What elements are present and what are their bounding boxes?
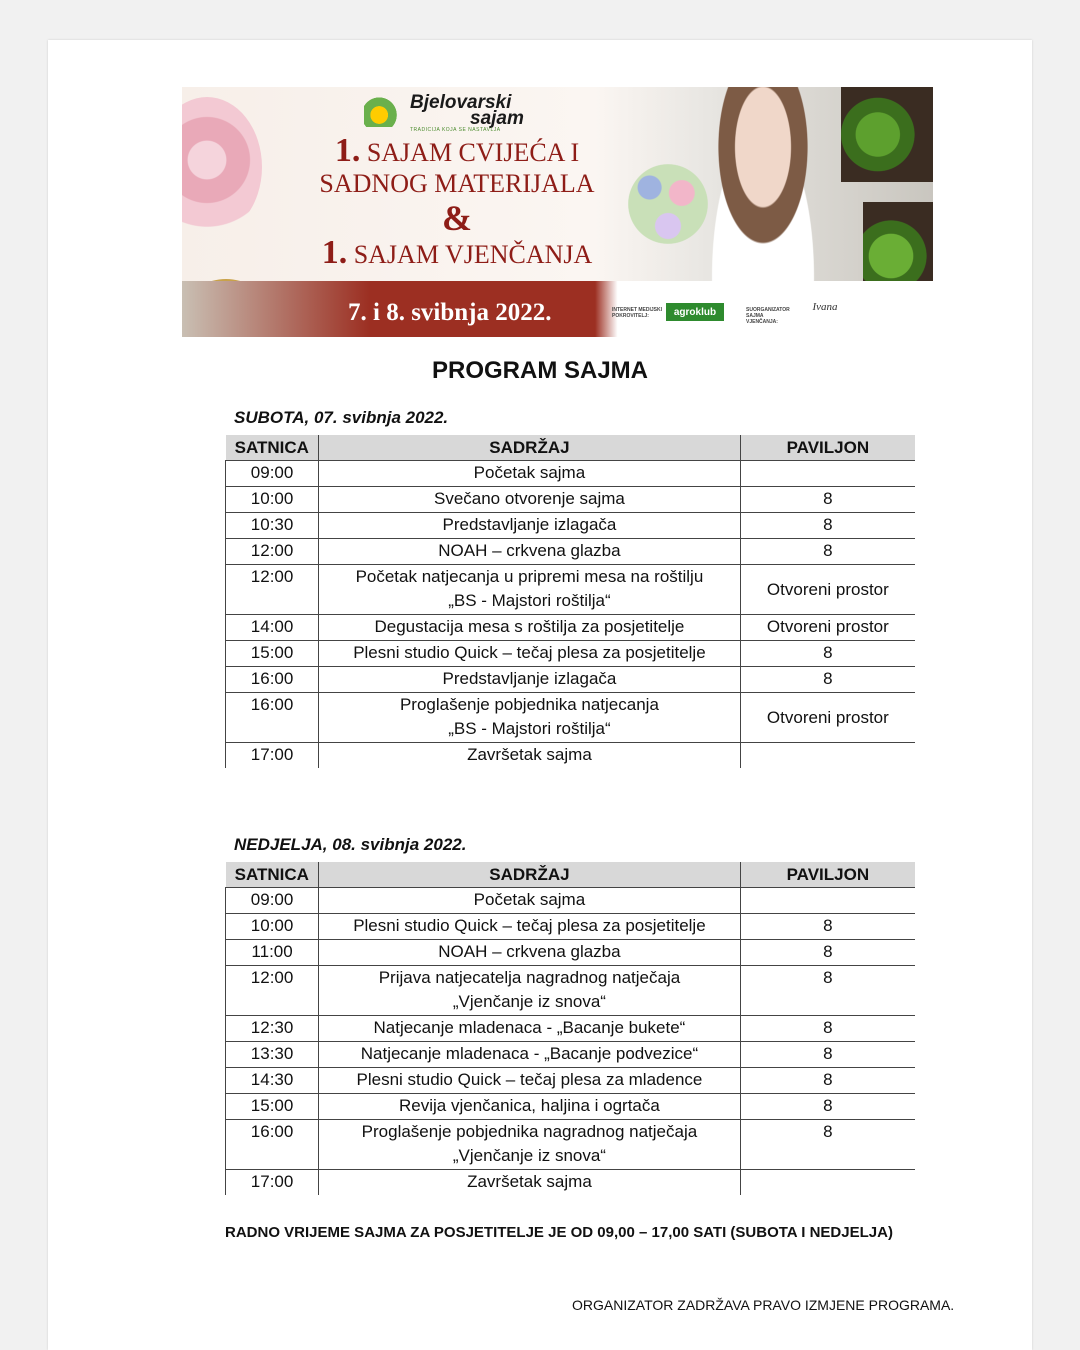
cell-pavilion: 8 [740,914,915,940]
cell-content [319,539,741,565]
logo-line1: Bjelovarski [410,92,512,113]
table-row [226,1170,916,1196]
cell-pavilion: Otvoreni prostor [740,565,915,615]
title-num: 1. [334,132,361,169]
content-line2: „BS - Majstori roštilja“ [448,719,611,738]
day1-title: SUBOTA, 07. svibnja 2022. [234,408,449,427]
cell-content [319,487,741,513]
table-row [226,667,916,693]
cell-time: 10:30 [226,513,319,539]
table-row [226,487,916,513]
table-header-row [226,435,916,461]
day1-schedule-table [225,435,915,768]
content-line1: Degustacija mesa s roštilja za posjetitelje [374,617,685,636]
cell-content [319,940,741,966]
bjelovarski-sajam-logo [364,92,564,133]
content-line2: „Vjenčanje iz snova“ [452,992,606,1011]
cell-content [319,513,741,539]
sponsor1-label: INTERNET MEDIJSKI POKROVITELJ: [612,307,663,319]
cell-content [319,565,741,615]
cell-content [319,641,741,667]
content-line1: NOAH – crkvena glazba [438,541,621,560]
cell-content [319,461,741,487]
header-content: SADRŽAJ [319,862,741,888]
cell-pavilion: 8 [740,1094,915,1120]
cell-time: 17:00 [226,743,319,769]
banner-title [292,132,622,271]
cell-time: 13:30 [226,1042,319,1068]
opening-hours-note: RADNO VRIJEME SAJMA ZA POSJETITELJE JE OD 09,00 – 17,00 SATI (SUBOTA I NEDJELJA) [225,1224,893,1241]
cell-time: 12:00 [226,539,319,565]
cell-pavilion: 8 [740,539,915,565]
header-time: SATNICA [226,435,319,461]
table-row [226,966,916,1016]
table-row [226,1042,916,1068]
cell-time: 16:00 [226,693,319,743]
content-line1: Početak natjecanja u pripremi mesa na roštilju [355,567,704,586]
table-row [226,615,916,641]
cell-time: 16:00 [226,1120,319,1170]
cell-content [319,914,741,940]
cell-time: 09:00 [226,461,319,487]
day2-title: NEDJELJA, 08. svibnja 2022. [234,835,467,854]
table-row [226,1094,916,1120]
cell-content [319,888,741,914]
cell-time: 15:00 [226,1094,319,1120]
table-row [226,914,916,940]
cell-pavilion: 8 [740,667,915,693]
content-line1: Završetak sajma [467,745,592,764]
content-line1: Revija vjenčanica, haljina i ogrtača [399,1096,660,1115]
content-line2: „Vjenčanje iz snova“ [452,1146,606,1165]
header-pavilion: PAVILJON [740,435,915,461]
logo-text [410,92,524,129]
table-row [226,641,916,667]
cell-pavilion [740,888,915,914]
cell-content [319,1170,741,1196]
table-header-row [226,862,916,888]
table-row [226,1120,916,1170]
rose-image [182,97,262,237]
cell-time: 10:00 [226,487,319,513]
table-row [226,743,916,769]
logo-tagline: TRADICIJA KOJA SE NASTAVLJA [410,127,501,133]
cell-content [319,667,741,693]
cell-content [319,1068,741,1094]
cell-time: 15:00 [226,641,319,667]
table-row [226,1016,916,1042]
cell-content [319,615,741,641]
ivana-logo: Ivana [812,301,838,313]
content-line1: Plesni studio Quick – tečaj plesa za posjetitelje [353,916,706,935]
content-line1: Početak sajma [473,463,586,482]
content-line1: Natjecanje mladenaca - „Bacanje bukete“ [373,1018,686,1037]
table-row [226,565,916,615]
page-title: PROGRAM SAJMA [431,357,648,384]
content-line1: Proglašenje pobjednika nagradnog natječaja [361,1122,698,1141]
content-line1: Predstavljanje izlagača [442,515,617,534]
table-row [226,513,916,539]
title-line1: SAJAM CVIJEĆA I [366,138,580,167]
cell-time: 12:30 [226,1016,319,1042]
cell-time: 12:00 [226,966,319,1016]
cell-pavilion: 8 [740,940,915,966]
content-line1: Početak sajma [473,890,586,909]
title-line2: SADNOG MATERIJALA [319,169,595,198]
cell-content [319,1016,741,1042]
cell-time: 17:00 [226,1170,319,1196]
title-ampersand: & [442,198,472,238]
content-line1: NOAH – crkvena glazba [438,942,621,961]
cell-time: 12:00 [226,565,319,615]
content-line1: Svečano otvorenje sajma [433,489,625,508]
cell-pavilion [740,1170,915,1196]
sponsor2-label: SUORGANIZATOR SAJMA VJENČANJA: [746,307,790,325]
seedling-image [841,87,933,182]
cell-pavilion [740,743,915,769]
title-line3: SAJAM VJENČANJA [353,240,593,269]
cell-pavilion: 8 [740,487,915,513]
cell-pavilion: Otvoreni prostor [740,693,915,743]
table-row [226,461,916,487]
event-dates: 7. i 8. svibnja 2022. [348,299,552,326]
content-line1: Plesni studio Quick – tečaj plesa za mladence [356,1070,703,1089]
cell-pavilion: 8 [740,1120,915,1170]
bride-image [698,87,828,287]
content-line1: Završetak sajma [467,1172,592,1191]
cell-pavilion: 8 [740,1042,915,1068]
cell-pavilion: Otvoreni prostor [740,615,915,641]
cell-pavilion: 8 [740,966,915,1016]
agroklub-logo: agroklub [666,303,724,321]
bouquet-image [622,149,714,259]
header-content: SADRŽAJ [319,435,741,461]
table-row [226,539,916,565]
cell-time: 10:00 [226,914,319,940]
table-row [226,693,916,743]
cell-time: 14:00 [226,615,319,641]
cell-content [319,1120,741,1170]
table-row [226,1068,916,1094]
table-row [226,940,916,966]
table-row [226,888,916,914]
cell-content [319,966,741,1016]
cell-content [319,743,741,769]
cell-time: 14:30 [226,1068,319,1094]
cell-time: 16:00 [226,667,319,693]
header-pavilion: PAVILJON [740,862,915,888]
cell-content [319,1042,741,1068]
content-line1: Prijava natjecatelja nagradnog natječaja [378,968,681,987]
cell-time: 09:00 [226,888,319,914]
title-num: 1. [321,234,348,271]
event-banner [182,87,933,337]
cell-pavilion: 8 [740,1068,915,1094]
logo-icon [364,97,402,127]
cell-pavilion [740,461,915,487]
cell-pavilion: 8 [740,1016,915,1042]
content-line2: „BS - Majstori roštilja“ [448,591,611,610]
content-line1: Natjecanje mladenaca - „Bacanje podvezice“ [360,1044,699,1063]
cell-content [319,1094,741,1120]
cell-pavilion: 8 [740,641,915,667]
content-line1: Plesni studio Quick – tečaj plesa za posjetitelje [353,643,706,662]
cell-content [319,693,741,743]
logo-line2: sajam [470,108,524,129]
cell-pavilion: 8 [740,513,915,539]
header-time: SATNICA [226,862,319,888]
footer-disclaimer: ORGANIZATOR ZADRŽAVA PRAVO IZMJENE PROGRAMA. [572,1297,955,1313]
day2-schedule-table [225,862,915,1195]
content-line1: Proglašenje pobjednika natjecanja [399,695,659,714]
content-line1: Predstavljanje izlagača [442,669,617,688]
cell-time: 11:00 [226,940,319,966]
